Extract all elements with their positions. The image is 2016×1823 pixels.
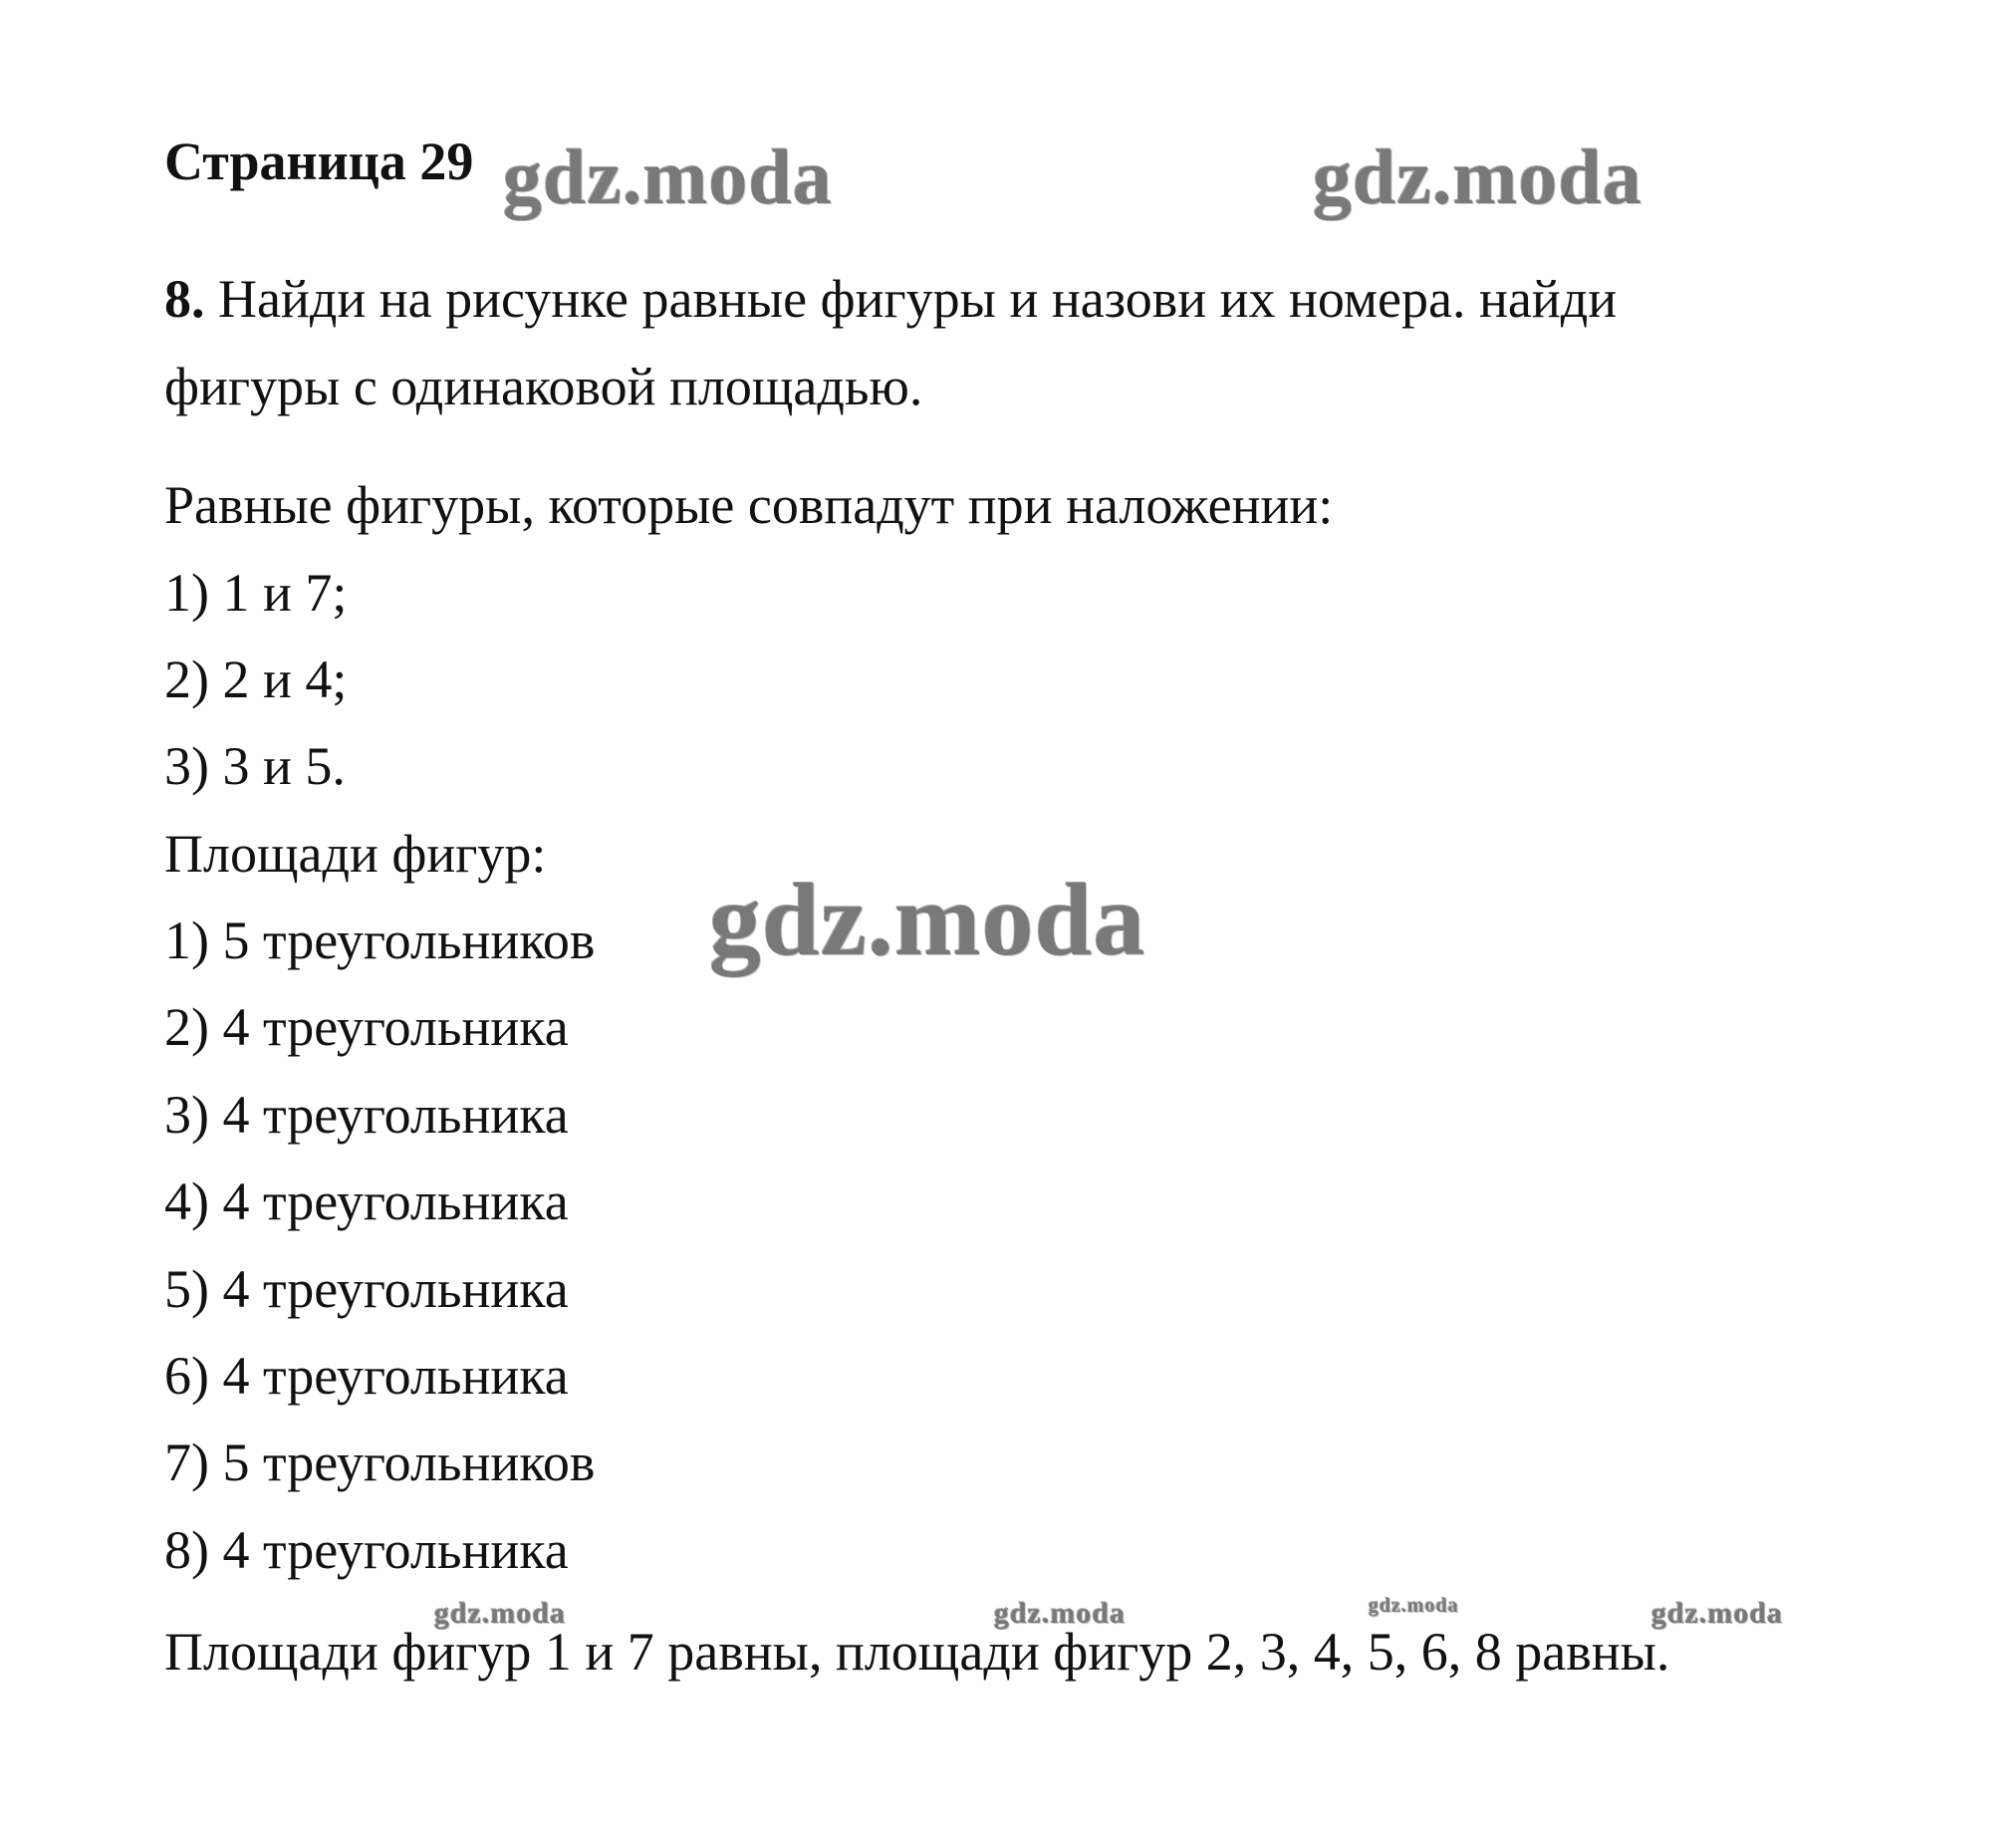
areas-heading: Площади фигур: <box>164 824 547 884</box>
equal-figures-item: 2) 2 и 4; <box>164 650 348 709</box>
equal-figures-heading: Равные фигуры, которые совпадут при наложении: <box>164 475 1334 535</box>
area-item: 8) 4 треугольника <box>164 1520 569 1580</box>
area-item: 3) 4 треугольника <box>164 1085 569 1145</box>
task-text-line-2: фигуры с одинаковой площадью. <box>164 357 923 416</box>
watermark-logo: gdz.moda <box>1369 1595 1459 1617</box>
conclusion-text: Площади фигур 1 и 7 равны, площади фигур 2, 3, 4, 5, 6, 8 равны. <box>164 1622 1670 1682</box>
task-statement: Найди на рисунке равные фигуры и назови их номера. найди <box>218 269 1618 329</box>
area-item: 1) 5 треугольников <box>164 911 596 970</box>
equal-figures-item: 1) 1 и 7; <box>164 563 348 623</box>
watermark-logo: gdz.moda <box>709 863 1146 977</box>
area-item: 2) 4 треугольника <box>164 997 569 1057</box>
watermark-logo: gdz.moda <box>994 1597 1127 1630</box>
task-text-line-1 <box>164 267 1617 331</box>
area-item: 7) 5 треугольников <box>164 1432 596 1492</box>
page-title: Страница 29 <box>164 131 474 191</box>
task-number: 8. <box>164 269 205 329</box>
area-item: 5) 4 треугольника <box>164 1259 569 1319</box>
watermark-logo: gdz.moda <box>1313 133 1642 220</box>
equal-figures-item: 3) 3 и 5. <box>164 736 346 796</box>
watermark-logo: gdz.moda <box>434 1597 567 1630</box>
area-item: 4) 4 треугольника <box>164 1172 569 1231</box>
watermark-logo: gdz.moda <box>1651 1597 1784 1630</box>
watermark-logo: gdz.moda <box>503 133 833 220</box>
area-item: 6) 4 треугольника <box>164 1346 569 1406</box>
